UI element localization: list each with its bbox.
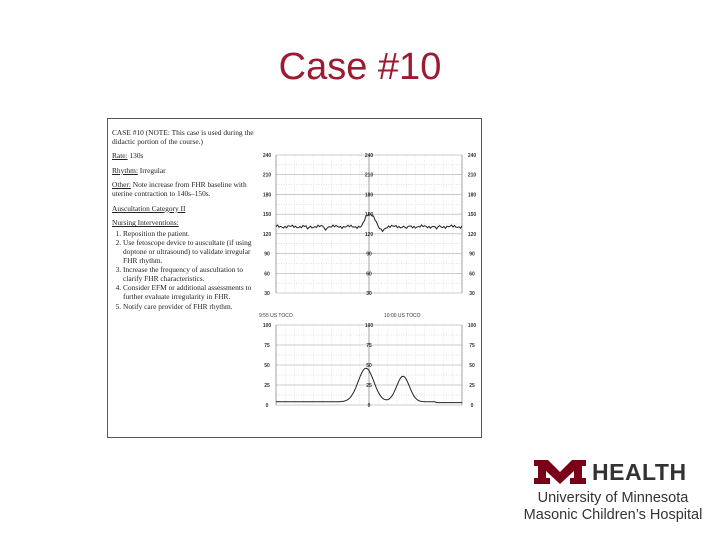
fhr-tick-label: 180 [262,192,272,199]
strip-tick-labels [263,153,477,409]
fhr-tick-label: 210 [262,172,272,179]
toco-tick-label: 50 [469,363,475,369]
rhythm-line [112,167,258,176]
toco-tick-label: 25 [469,383,475,389]
hospital-logo [518,456,708,526]
toco-tick-label: 25 [264,383,270,389]
rate-label: Rate: [112,151,128,161]
fhr-tick-label: 210 [364,172,374,179]
fhr-tick-label: 30 [264,291,270,297]
logo-university: University of Minnesota [537,490,689,506]
other-value: Note increase from FHR baseline with uterine contraction to 140s–150s. [112,180,247,198]
toco-label-left: 9:55 US TOCO [259,313,293,319]
fhr-tick-label: 180 [364,192,374,199]
fhr-tick-label: 180 [467,192,477,199]
fhr-tick-label: 240 [467,153,477,159]
fhr-tick-label: 240 [364,153,374,159]
toco-tick-label: 75 [264,343,270,349]
fetal-monitor-strip [258,151,480,435]
fhr-tick-label: 150 [262,212,272,219]
rhythm-label: Rhythm: [112,165,138,175]
intervention-item: 5. Notify care provider of FHR rhythm. [123,303,258,312]
fhr-tick-label: 120 [364,231,374,238]
interventions-list [112,230,258,311]
rhythm-value: Irregular [139,165,166,175]
toco-tick-label: 100 [364,323,374,329]
toco-tick-label: 100 [262,323,272,329]
rate-line [112,152,258,161]
logo-wordmark: HEALTH [592,459,687,485]
case-heading: CASE #10 (NOTE: This case is used during the didactic portion of the course.) [112,128,254,146]
fhr-tick-label: 90 [469,251,475,258]
toco-tick-label: 25 [366,383,372,389]
fhr-tick-label: 60 [264,271,270,278]
toco-tick-label: 0 [367,403,371,409]
block-m-logo-icon [532,458,588,486]
case-figure [107,118,482,438]
fhr-tick-label: 240 [262,153,272,159]
toco-tick-label: 0 [265,403,269,409]
toco-tick-label: 50 [264,363,270,369]
fhr-tick-label: 90 [264,251,270,258]
toco-tick-label: 100 [467,323,477,329]
toco-tick-label: 75 [469,343,475,349]
intervention-item: 3. Increase the frequency of auscultation to clarify FHR characteristics. [123,266,258,283]
toco-tick-label: 50 [366,363,372,369]
nursing-label: Nursing Interventions: [112,218,179,228]
fhr-tick-label: 30 [366,291,372,297]
fhr-tick-label: 210 [467,172,477,179]
logo-hospital: Masonic Children’s Hospital [523,507,703,523]
toco-tick-label: 0 [470,403,474,409]
intervention-item: 4. Consider EFM or additional assessments to further evaluate irregularity in FHR. [123,284,258,301]
case-notes [112,129,258,312]
fhr-tick-label: 90 [366,251,372,258]
fhr-tick-label: 60 [366,271,372,278]
fhr-tick-label: 120 [262,231,272,238]
rate-value: 130s [129,151,144,161]
intervention-item: 2. Use fetoscope device to auscultate (if using doptone or ultrasound) to validate irregular FHR rhythm. [123,239,258,265]
intervention-item: 1. Reposition the patient. [123,230,258,239]
auscultation-category: Auscultation Category II [112,203,186,213]
slide-title: Case #10 [278,46,442,88]
fhr-tick-label: 150 [467,212,477,219]
other-line [112,181,258,198]
fhr-tick-label: 30 [469,291,475,297]
toco-label-right: 10:00 US TOCO [384,313,421,319]
toco-tick-label: 75 [366,343,372,349]
other-label: Other: [112,180,131,190]
fhr-tick-label: 150 [364,212,374,219]
fhr-tick-label: 120 [467,231,477,238]
fhr-tick-label: 60 [469,271,475,278]
